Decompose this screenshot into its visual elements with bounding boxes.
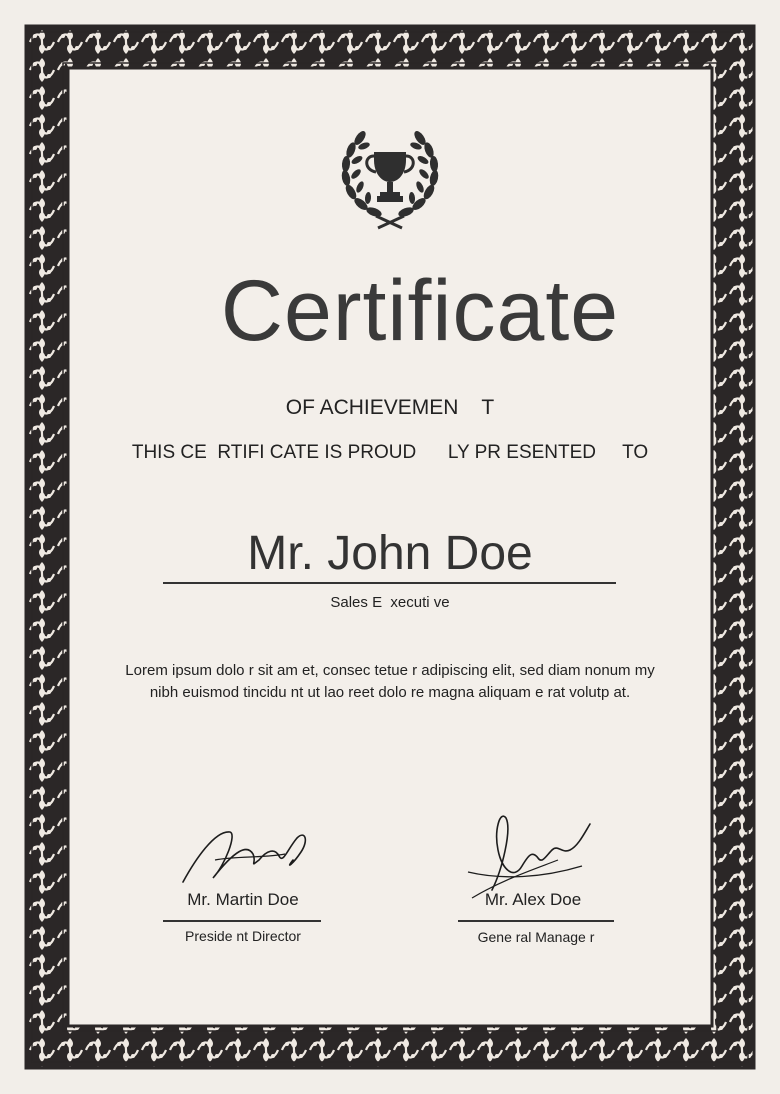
signature-right-name: Mr. Alex Doe — [484, 890, 582, 909]
signature-left-line — [163, 920, 321, 922]
presented-to-line: THIS CE RTIFI CATE IS PROUD LY PR ESENTED TO — [131, 442, 649, 463]
signature-left-image — [175, 820, 315, 890]
certificate-subtitle: OF ACHIEVEMEN T — [285, 396, 495, 419]
signature-right-title: Gene ral Manage r — [477, 929, 595, 945]
signature-left-name: Mr. Martin Doe — [187, 890, 299, 909]
trophy-laurel-icon — [330, 120, 450, 232]
signature-right-line — [458, 920, 614, 922]
certificate-title: Certificate — [220, 263, 620, 359]
recipient-role: Sales E xecuti ve — [330, 594, 450, 611]
certificate-body-text: Lorem ipsum dolo r sit am et, consec tetue r adipiscing elit, sed diam nonum my nibh euismod tincidu nt ut lao reet dolo re magna aliquam e rat volutp at. — [125, 662, 655, 701]
recipient-name: Mr. John Doe — [247, 527, 533, 580]
signature-left-title: Preside nt Director — [185, 928, 301, 944]
recipient-name-underline — [163, 582, 616, 584]
